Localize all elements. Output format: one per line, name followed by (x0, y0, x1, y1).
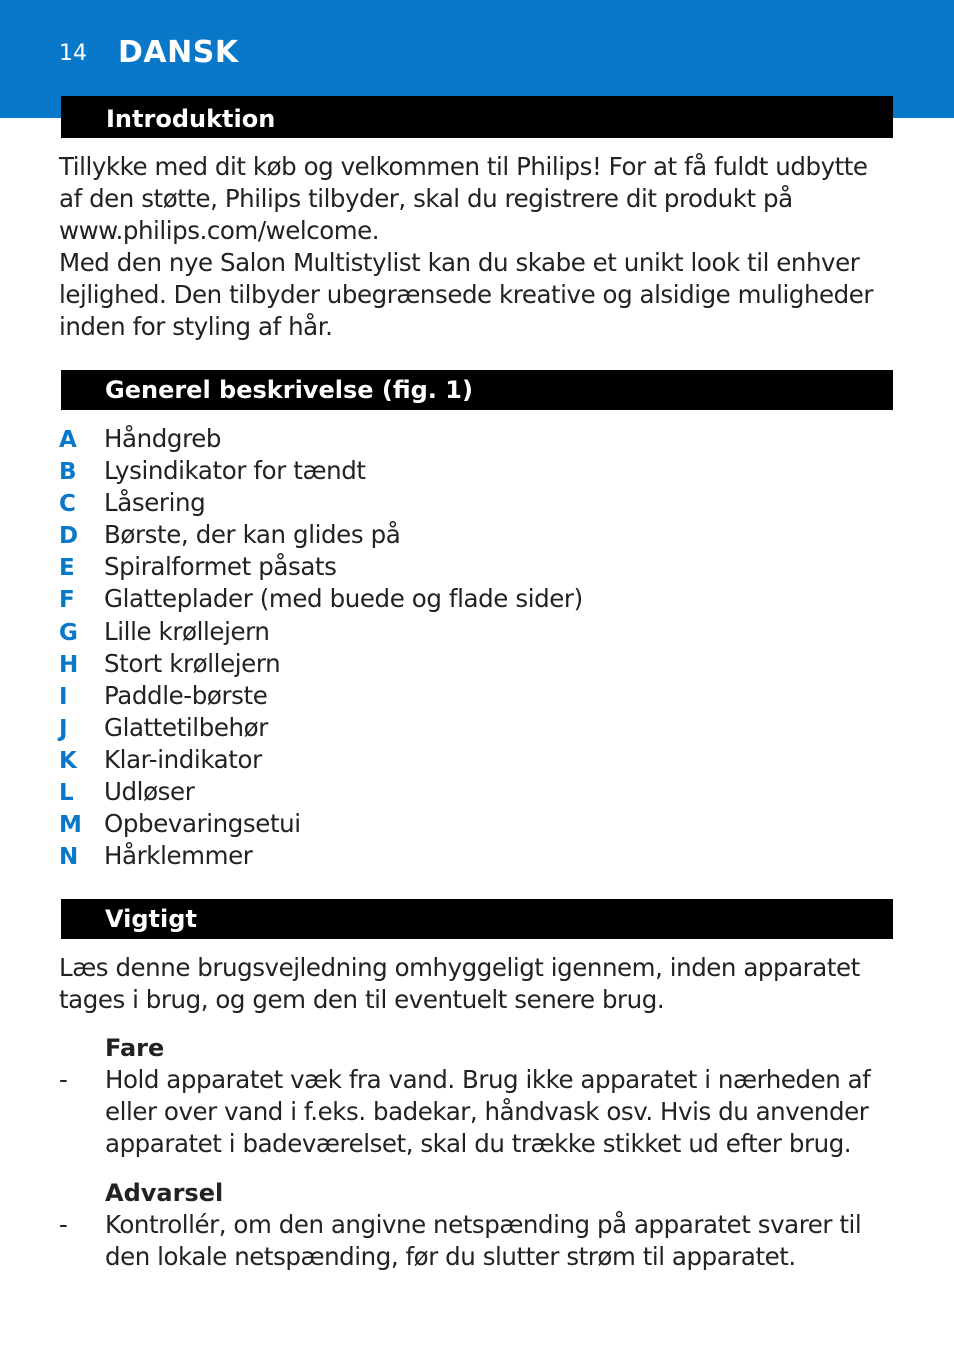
item-text: Stort krøllejern (104, 648, 281, 678)
item-text: Spiralformet påsats (104, 552, 337, 582)
item-letter: J (59, 715, 68, 742)
item-text: Glattetilbehør (104, 712, 268, 742)
parts-list-item (59, 840, 889, 872)
item-letter: I (59, 683, 68, 710)
item-text: Håndgreb (104, 424, 222, 453)
item-text: Opbevaringsetui (104, 809, 301, 839)
item-text: Hårklemmer (104, 841, 253, 871)
bullet-dash: - (59, 1065, 68, 1094)
item-letter: N (59, 844, 78, 871)
item-letter: K (59, 747, 77, 774)
item-letter: L (59, 780, 74, 807)
parts-list-item (59, 583, 889, 615)
parts-list-item (59, 551, 889, 583)
intro-paragraph: Tillykke med dit køb og velkommen til Philips! For at få fuldt udbytte af den støtte, Philips tilbyder, skal du registrere dit produkt på www.philips.com/welcome. (59, 152, 868, 245)
parts-list-item (59, 776, 889, 808)
parts-list (59, 423, 889, 872)
intro-text (59, 151, 889, 343)
item-letter: B (59, 459, 77, 486)
item-text: Udløser (104, 777, 195, 807)
parts-list-item (59, 712, 889, 744)
intro-paragraph: Med den nye Salon Multistylist kan du skabe et unikt look til enhver lejlighed. Den tilbyder ubegrænsede kreative og alsidige muligheder inden for styling af hår. (59, 248, 873, 341)
item-text: Paddle-børste (104, 680, 268, 710)
item-letter: D (59, 523, 78, 550)
item-text: Glatteplader (med buede og flade sider) (104, 584, 583, 614)
item-text: Låsering (104, 488, 206, 518)
important-intro: Læs denne brugsvejledning omhyggeligt igennem, inden apparatet tages i brug, og gem den til eventuelt senere brug. (59, 953, 860, 1014)
item-text: Klar-indikator (104, 744, 262, 774)
item-letter: H (59, 651, 78, 678)
item-text: Lysindikator for tændt (104, 456, 366, 486)
danger-text: Hold apparatet væk fra vand. Brug ikke apparatet i nærheden af eller over vand i f.eks. badekar, håndvask osv. Hvis du anvender apparatet i badeværelset, skal du trække stikket ud efter brug. (105, 1065, 871, 1158)
parts-list-item (59, 616, 889, 648)
warning-heading: Advarsel (105, 1179, 224, 1207)
page-number: 14 (59, 41, 87, 66)
parts-list-item (59, 648, 889, 680)
parts-list-item (59, 487, 889, 519)
bullet-dash: - (59, 1210, 68, 1239)
warning-text: Kontrollér, om den angivne netspænding på apparatet svarer til den lokale netspænding, før du slutter strøm til apparatet. (105, 1210, 862, 1271)
item-text: Børste, der kan glides på (104, 520, 401, 550)
item-letter: F (59, 587, 75, 614)
item-letter: M (59, 812, 82, 839)
item-letter: A (59, 427, 77, 453)
parts-list-item (59, 519, 889, 551)
parts-list-item (59, 423, 889, 455)
section-heading-vigtigt: Vigtigt (61, 899, 893, 939)
parts-list-item (59, 808, 889, 840)
item-text: Lille krøllejern (104, 616, 270, 646)
language-title: DANSK (118, 35, 239, 70)
item-letter: E (59, 555, 75, 582)
section-heading-generel-beskrivelse: Generel beskrivelse (fig. 1) (61, 370, 893, 410)
danger-heading: Fare (105, 1034, 165, 1062)
parts-list-item (59, 744, 889, 776)
item-letter: C (59, 491, 76, 518)
item-letter: G (59, 619, 78, 646)
parts-list-item (59, 455, 889, 487)
section-heading-introduktion: Introduktion (61, 96, 893, 138)
parts-list-item (59, 680, 889, 712)
